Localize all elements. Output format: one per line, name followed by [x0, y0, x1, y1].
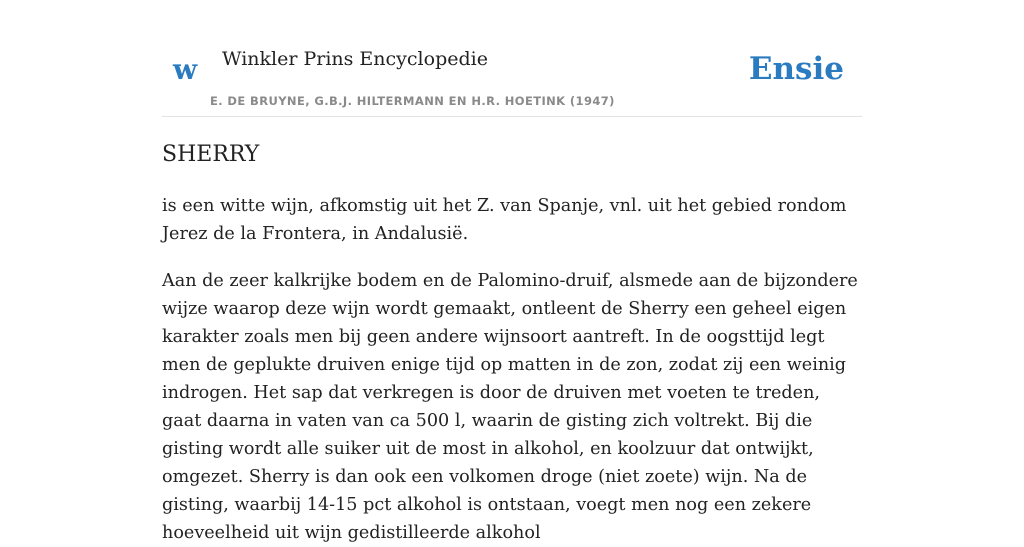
publication-title[interactable]: Winkler Prins Encyclopedie [222, 48, 488, 70]
article-title: SHERRY [162, 142, 260, 167]
article-paragraph-1: is een witte wijn, afkomstig uit het Z. van Spanje, vnl. uit het gebied rondom Jerez de la Frontera, in Andalusië. [162, 196, 847, 244]
publication-authors: E. DE BRUYNE, G.B.J. HILTERMANN EN H.R. HOETINK (1947) [210, 94, 615, 108]
ensie-logo[interactable]: Ensie [748, 51, 844, 87]
article-paragraph-2: Aan de zeer kalkrijke bodem en de Palomino-druif, alsmede aan de bijzondere wijze waarop deze wijn wordt gemaakt, ontleent de Sherry een geheel eigen karakter zoals men bij geen andere wijnsoort aantreft. In de oogsttijd legt men de geplukte druiven enige tijd op matten in de zon, zodat zij een weinig indrogen. Het sap dat verkregen is door de druiven met voeten te treden, gaat daarna in vaten van ca 500 l, waarin de gisting zich voltrekt. Bij die gisting wordt alle suiker uit de most in alkohol, en koolzuur dat ontwijkt, omgezet. Sherry is dan ook een volkomen droge (niet zoete) wijn. Na de gisting, waarbij 14-15 pct alkohol is ontstaan, voegt men nog een zekere hoeveelheid uit wijn gedistilleerde alkohol [162, 271, 858, 543]
article [162, 138, 862, 547]
winkler-prins-logo[interactable]: w [173, 53, 198, 86]
site-header [162, 0, 862, 117]
